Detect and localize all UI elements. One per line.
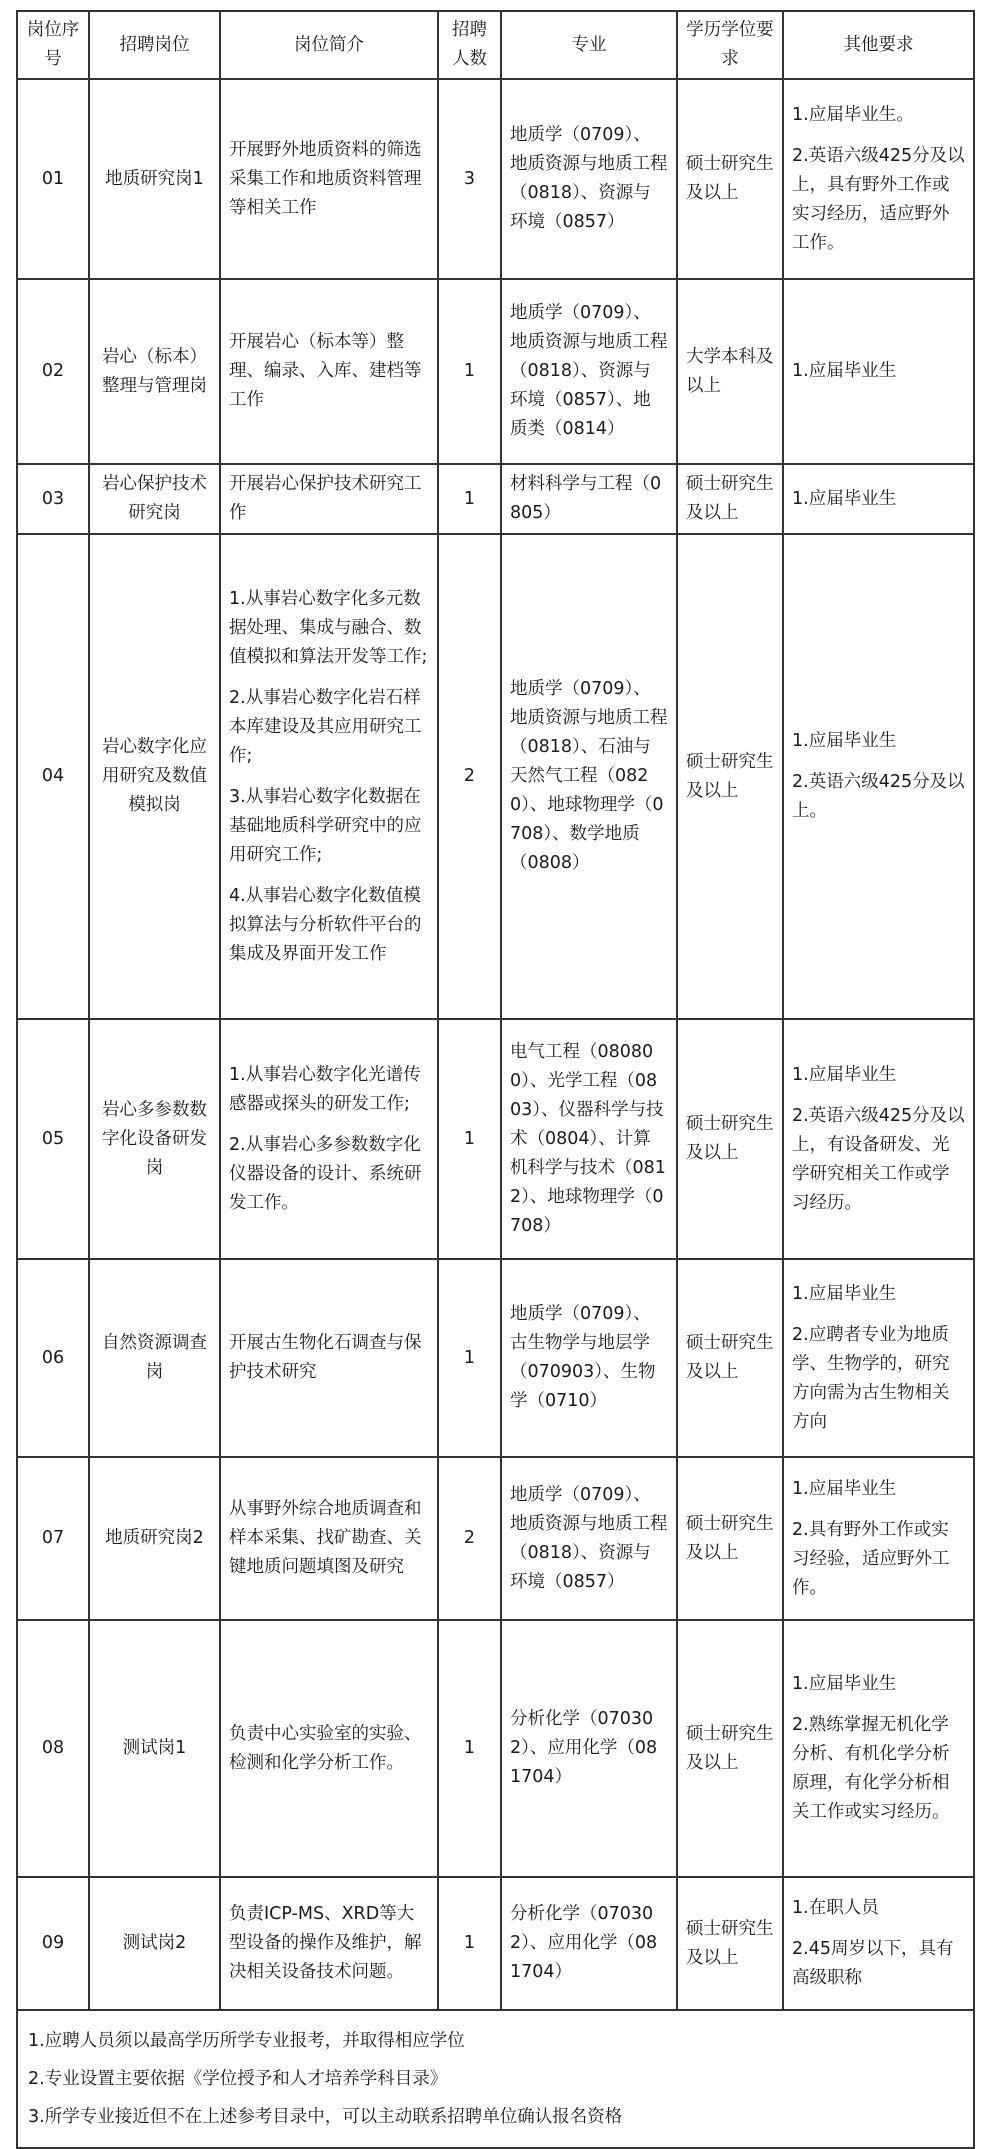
recruitment-table-sheet bbox=[16, 10, 973, 2149]
cell-intro-paragraph: 1.从事岩心数字化多元数据处理、集成与融合、数值模拟和算法开发等工作; bbox=[229, 588, 428, 667]
cell-count: 1 bbox=[438, 464, 501, 534]
cell-major: 材料科学与工程（0805） bbox=[501, 464, 677, 534]
cell-degree: 硕士研究生及以上 bbox=[677, 534, 783, 1019]
cell-position: 测试岗1 bbox=[89, 1620, 220, 1877]
cell-count: 1 bbox=[438, 1259, 501, 1457]
note-2: 2.专业设置主要依据《学位授予和人才培养学科目录》 bbox=[28, 2069, 448, 2089]
cell-other-paragraph: 2.应聘者专业为地质学、生物学的，研究方向需为古生物相关方向 bbox=[792, 1324, 950, 1432]
cell-position: 岩心保护技术研究岗 bbox=[89, 464, 220, 534]
table-row bbox=[17, 1259, 974, 1457]
cell-count: 2 bbox=[438, 534, 501, 1019]
cell-degree: 硕士研究生及以上 bbox=[677, 464, 783, 534]
cell-other-paragraph: 1.在职人员 bbox=[792, 1898, 879, 1918]
cell-id: 02 bbox=[17, 279, 89, 464]
cell-other-paragraph: 2.熟练掌握无机化学分析、有机化学分析原理，有化学分析相关工作或实习经历。 bbox=[792, 1715, 950, 1822]
cell-position: 岩心（标本）整理与管理岗 bbox=[89, 279, 220, 464]
cell-intro bbox=[220, 79, 438, 279]
cell-degree: 硕士研究生及以上 bbox=[677, 1877, 783, 2010]
cell-position: 地质研究岗1 bbox=[89, 79, 220, 279]
cell-intro-paragraph: 负责ICP-MS、XRD等大型设备的操作及维护，解决相关设备技术问题。 bbox=[229, 1904, 422, 1982]
cell-intro-paragraph: 负责中心实验室的实验、检测和化学分析工作。 bbox=[229, 1723, 422, 1773]
cell-other bbox=[783, 279, 974, 464]
cell-count: 1 bbox=[438, 279, 501, 464]
table-row bbox=[17, 1457, 974, 1620]
cell-intro-paragraph: 2.从事岩心数字化岩石样本库建设及其应用研究工作; bbox=[229, 687, 422, 766]
cell-degree: 硕士研究生及以上 bbox=[677, 1620, 783, 1877]
cell-other-paragraph: 1.应届毕业生 bbox=[792, 1283, 897, 1304]
note-3: 3.所学专业接近但不在上述参考目录中，可以主动联系招聘单位确认报名资格 bbox=[28, 2107, 623, 2127]
header-cell-other: 其他要求 bbox=[783, 11, 974, 79]
cell-intro-paragraph: 3.从事岩心数字化数据在基础地质科学研究中的应用研究工作; bbox=[229, 786, 422, 865]
cell-count: 3 bbox=[438, 79, 501, 279]
cell-intro-paragraph: 开展古生物化石调查与保护技术研究 bbox=[229, 1333, 422, 1382]
cell-other bbox=[783, 534, 974, 1019]
cell-other-paragraph: 1.应届毕业生 bbox=[792, 1478, 897, 1499]
cell-position: 测试岗2 bbox=[89, 1877, 220, 2010]
cell-count: 1 bbox=[438, 1019, 501, 1259]
table-row bbox=[17, 1620, 974, 1877]
cell-major: 电气工程（080800）、光学工程（0803）、仪器科学与技术（0804）、计算机科学与技术（0812）、地球物理学（0708） bbox=[501, 1019, 677, 1259]
cell-position: 岩心多参数数字化设备研发岗 bbox=[89, 1019, 220, 1259]
cell-intro-paragraph: 2.从事岩心多参数数字化仪器设备的设计、系统研发工作。 bbox=[229, 1134, 422, 1213]
cell-major: 地质学（0709）、古生物学与地层学（070903）、生物学（0710） bbox=[501, 1259, 677, 1457]
cell-other-paragraph: 2.45周岁以下，具有高级职称 bbox=[792, 1939, 954, 1988]
cell-other-paragraph: 2.英语六级425分及以上。 bbox=[792, 772, 965, 821]
notes-cell bbox=[17, 2010, 974, 2148]
cell-other bbox=[783, 1877, 974, 2010]
cell-other-paragraph: 2.英语六级425分及以上，具有野外工作或实习经历，适应野外工作。 bbox=[792, 145, 965, 253]
header-cell-position: 招聘岗位 bbox=[89, 11, 220, 79]
table-row bbox=[17, 1019, 974, 1259]
cell-major: 地质学（0709）、地质资源与地质工程（0818）、资源与环境（0857）、地质类（0814） bbox=[501, 279, 677, 464]
recruitment-table bbox=[16, 10, 975, 2149]
cell-other-paragraph: 2.英语六级425分及以上，有设备研发、光学研究相关工作或学习经历。 bbox=[792, 1105, 965, 1213]
cell-other-paragraph: 1.应届毕业生 bbox=[792, 488, 897, 509]
cell-intro-paragraph: 1.从事岩心数字化光谱传感器或探头的研发工作; bbox=[229, 1064, 421, 1114]
cell-other bbox=[783, 1259, 974, 1457]
cell-position: 地质研究岗2 bbox=[89, 1457, 220, 1620]
table-row bbox=[17, 79, 974, 279]
cell-degree: 硕士研究生及以上 bbox=[677, 1019, 783, 1259]
cell-other-paragraph: 1.应届毕业生 bbox=[792, 1064, 897, 1085]
cell-id: 01 bbox=[17, 79, 89, 279]
cell-intro-paragraph: 从事野外综合地质调查和样本采集、找矿勘查、关键地质问题填图及研究 bbox=[229, 1499, 422, 1577]
cell-id: 06 bbox=[17, 1259, 89, 1457]
cell-count: 2 bbox=[438, 1457, 501, 1620]
cell-major: 分析化学（070302）、应用化学（081704） bbox=[501, 1877, 677, 2010]
header-cell-intro: 岗位简介 bbox=[220, 11, 438, 79]
notes-row bbox=[17, 2010, 974, 2148]
cell-degree: 大学本科及以上 bbox=[677, 279, 783, 464]
cell-major: 地质学（0709）、地质资源与地质工程（0818）、石油与天然气工程（0820）、地球物理学（0708）、数学地质（0808） bbox=[501, 534, 677, 1019]
cell-count: 1 bbox=[438, 1877, 501, 2010]
cell-other-paragraph: 1.应届毕业生。 bbox=[792, 104, 914, 125]
cell-id: 04 bbox=[17, 534, 89, 1019]
cell-intro bbox=[220, 1259, 438, 1457]
cell-id: 03 bbox=[17, 464, 89, 534]
note-1: 1.应聘人员须以最高学历所学专业报考，并取得相应学位 bbox=[28, 2031, 465, 2051]
cell-position: 岩心数字化应用研究及数值模拟岗 bbox=[89, 534, 220, 1019]
header-cell-major: 专业 bbox=[501, 11, 677, 79]
header-cell-id: 岗位序号 bbox=[17, 11, 89, 79]
cell-position: 自然资源调查岗 bbox=[89, 1259, 220, 1457]
cell-id: 07 bbox=[17, 1457, 89, 1620]
cell-other bbox=[783, 1457, 974, 1620]
cell-intro-paragraph: 开展岩心（标本等）整理、编录、入库、建档等工作 bbox=[229, 332, 422, 410]
cell-intro bbox=[220, 1019, 438, 1259]
cell-intro-paragraph: 开展岩心保护技术研究工作 bbox=[229, 474, 422, 523]
cell-other bbox=[783, 79, 974, 279]
cell-intro bbox=[220, 279, 438, 464]
cell-intro bbox=[220, 1877, 438, 2010]
cell-intro-paragraph: 4.从事岩心数字化数值模拟算法与分析软件平台的集成及界面开发工作 bbox=[229, 885, 422, 964]
cell-other-paragraph: 1.应届毕业生 bbox=[792, 1674, 897, 1694]
cell-other bbox=[783, 1019, 974, 1259]
cell-other-paragraph: 1.应届毕业生 bbox=[792, 731, 897, 751]
cell-count: 1 bbox=[438, 1620, 501, 1877]
cell-id: 08 bbox=[17, 1620, 89, 1877]
table-body bbox=[17, 79, 974, 2010]
cell-major: 地质学（0709）、地质资源与地质工程（0818）、资源与环境（0857） bbox=[501, 79, 677, 279]
header-row bbox=[17, 11, 974, 79]
cell-intro bbox=[220, 534, 438, 1019]
cell-id: 05 bbox=[17, 1019, 89, 1259]
cell-degree: 硕士研究生及以上 bbox=[677, 79, 783, 279]
table-row bbox=[17, 279, 974, 464]
header-cell-count: 招聘人数 bbox=[438, 11, 501, 79]
cell-id: 09 bbox=[17, 1877, 89, 2010]
table-row bbox=[17, 1877, 974, 2010]
cell-degree: 硕士研究生及以上 bbox=[677, 1259, 783, 1457]
cell-intro bbox=[220, 1620, 438, 1877]
cell-major: 分析化学（070302）、应用化学（081704） bbox=[501, 1620, 677, 1877]
cell-other bbox=[783, 464, 974, 534]
cell-other-paragraph: 2.具有野外工作或实习经验，适应野外工作。 bbox=[792, 1519, 950, 1598]
cell-intro bbox=[220, 464, 438, 534]
header-cell-degree: 学历学位要求 bbox=[677, 11, 783, 79]
cell-other bbox=[783, 1620, 974, 1877]
cell-intro-paragraph: 开展野外地质资料的筛选采集工作和地质资料管理等相关工作 bbox=[229, 139, 422, 218]
table-row bbox=[17, 534, 974, 1019]
table-row bbox=[17, 464, 974, 534]
cell-degree: 硕士研究生及以上 bbox=[677, 1457, 783, 1620]
cell-intro bbox=[220, 1457, 438, 1620]
cell-major: 地质学（0709）、地质资源与地质工程（0818）、资源与环境（0857） bbox=[501, 1457, 677, 1620]
cell-other-paragraph: 1.应届毕业生 bbox=[792, 361, 897, 381]
